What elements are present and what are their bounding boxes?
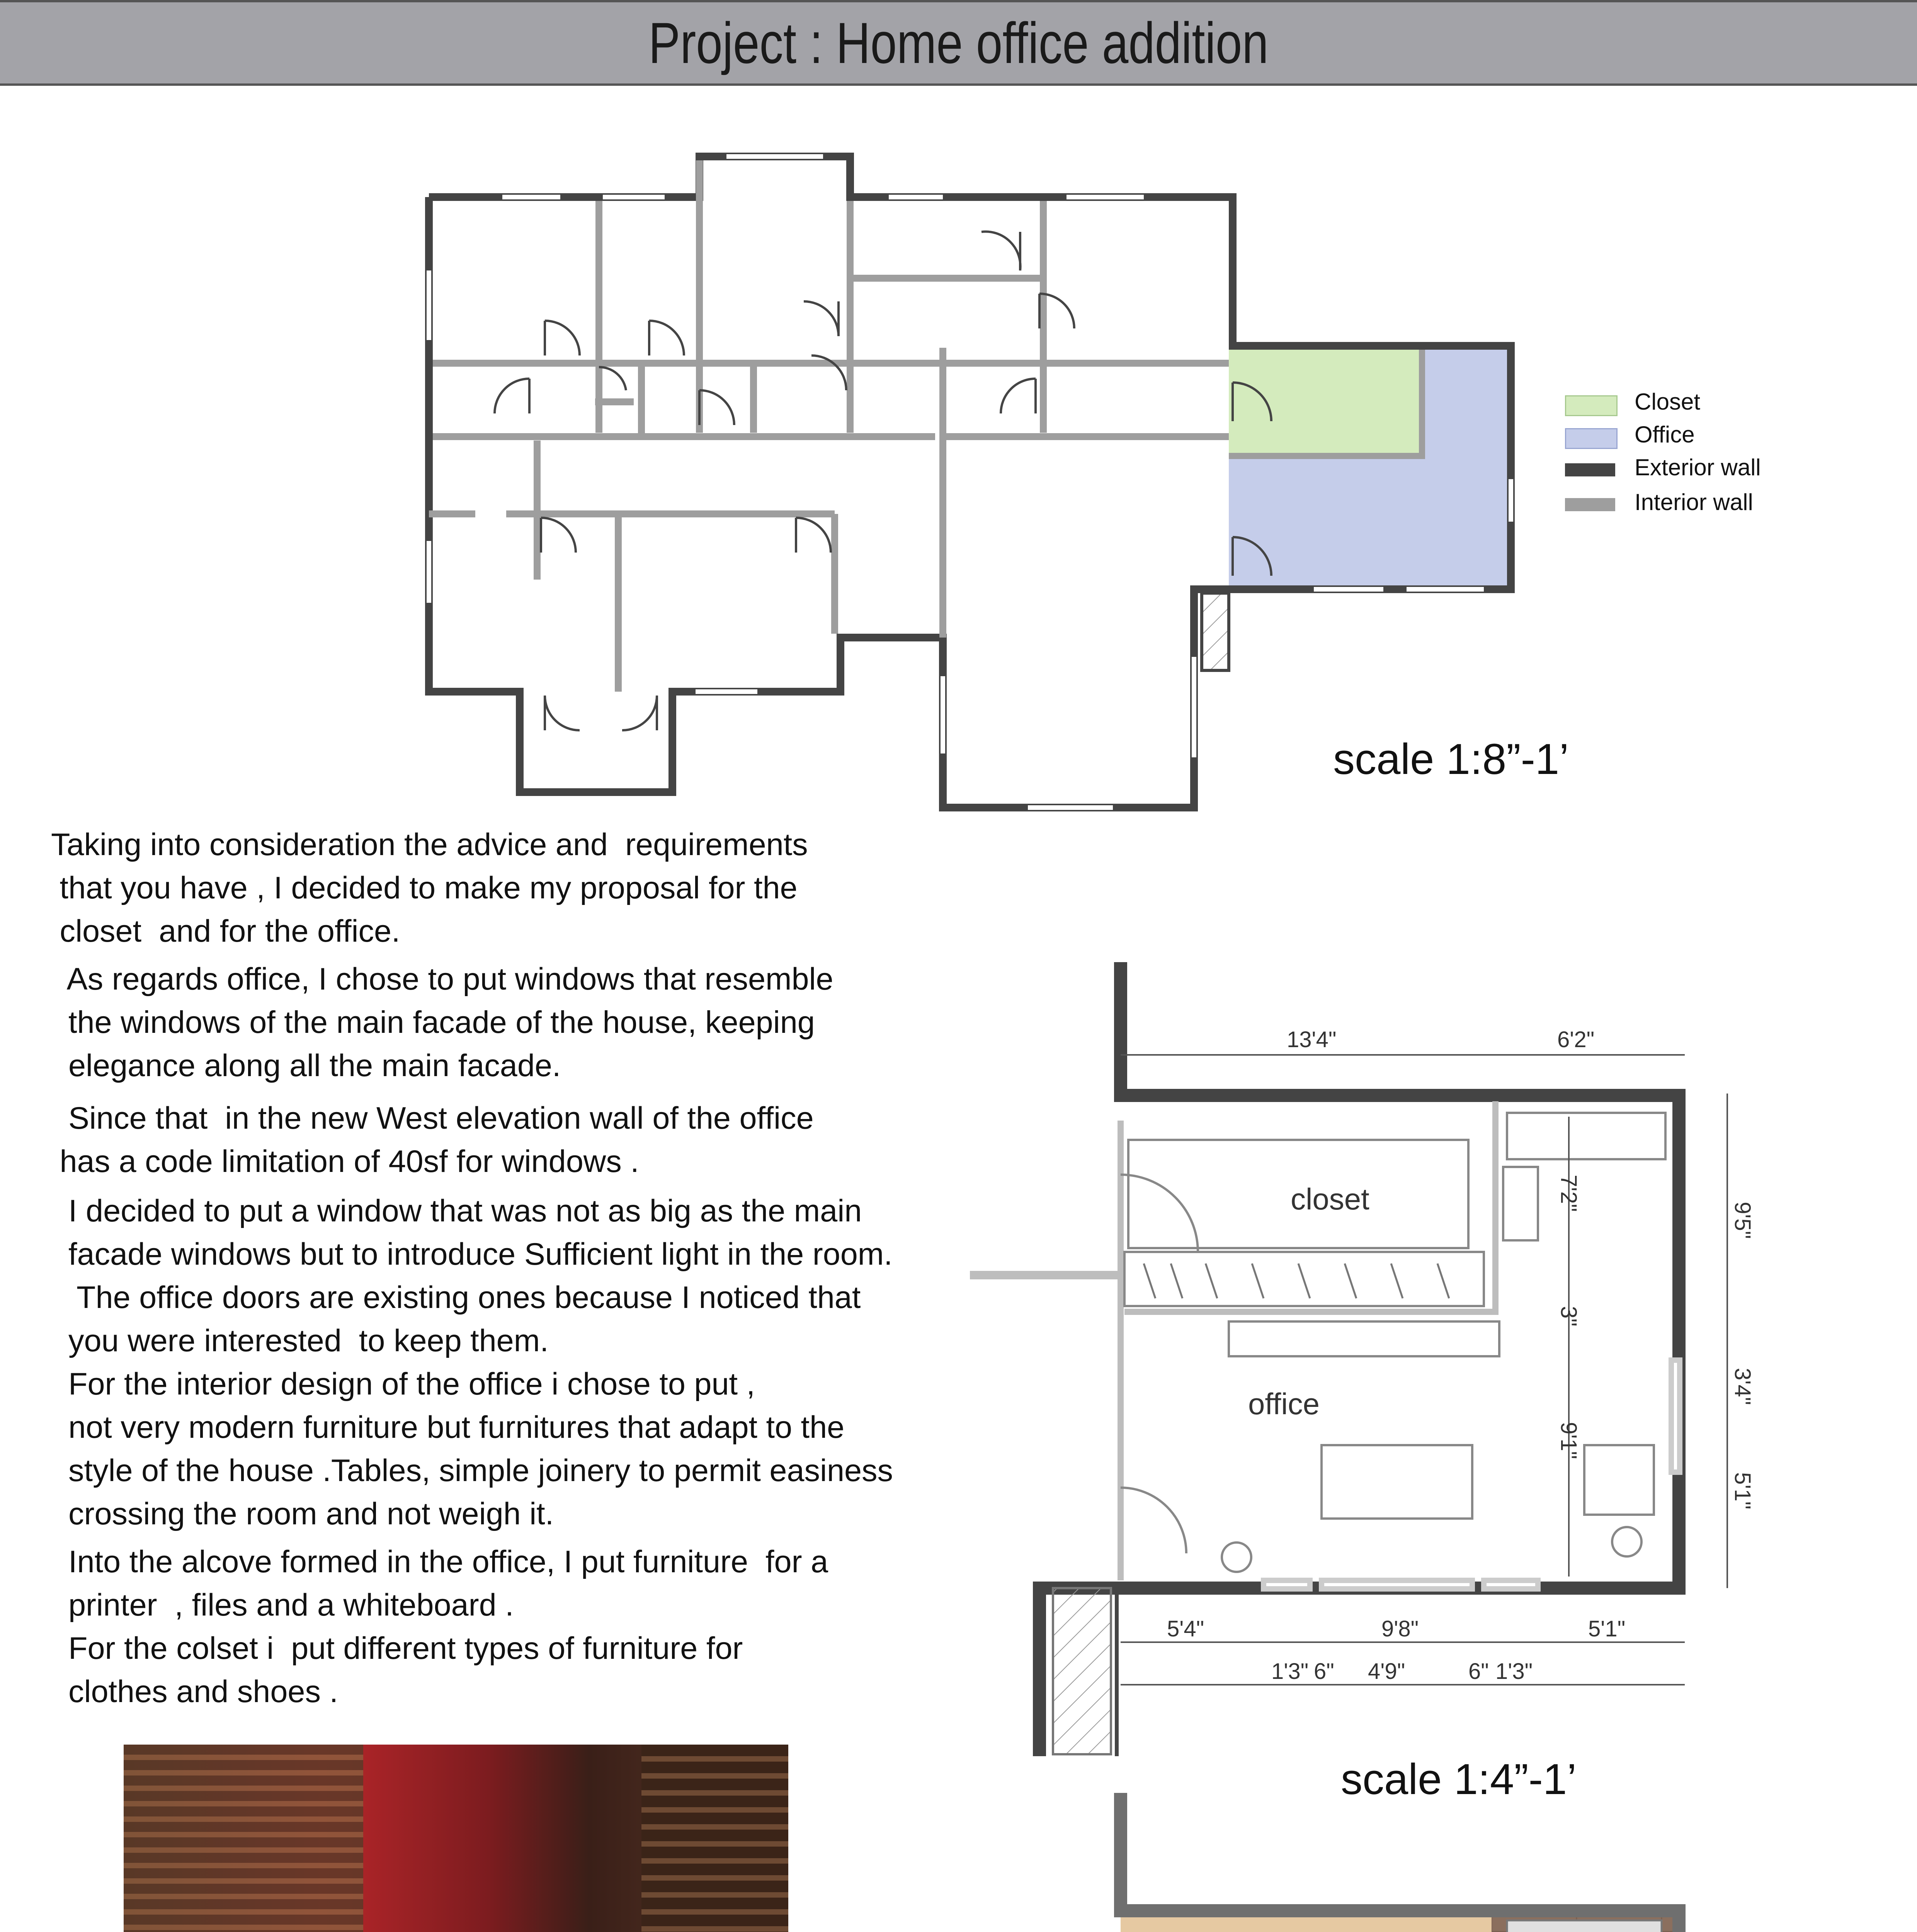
legend-closet-swatch bbox=[1565, 395, 1618, 416]
render-plan bbox=[893, 1793, 1680, 1932]
dim-bottom-d: 1'3" bbox=[1271, 1659, 1309, 1684]
description-line: not very modern furniture but furnitures that adapt to the bbox=[51, 1410, 845, 1445]
description-line: has a code limitation of 40sf for windows . bbox=[51, 1144, 639, 1179]
dim-inner-b: 3" bbox=[1556, 1306, 1581, 1327]
dim-inner-c: 9'1" bbox=[1556, 1422, 1581, 1459]
description-line: closet and for the office. bbox=[51, 914, 400, 949]
dim-top-b: 6'2" bbox=[1557, 1027, 1595, 1052]
description-line: For the interior design of the office i chose to put , bbox=[51, 1367, 755, 1401]
description-line: that you have , I decided to make my proposal for the bbox=[51, 871, 798, 905]
legend-interior-wall-label: Interior wall bbox=[1635, 489, 1753, 515]
dim-bottom-c: 5'1" bbox=[1588, 1616, 1626, 1641]
description-line: elegance along all the main facade. bbox=[51, 1048, 561, 1083]
dim-bottom-h: 1'3" bbox=[1495, 1659, 1533, 1684]
dim-bottom-e: 6" bbox=[1314, 1659, 1334, 1684]
legend-interior-wall-swatch bbox=[1565, 498, 1615, 511]
description-line: style of the house .Tables, simple joinery to permit easiness bbox=[51, 1453, 893, 1488]
page-title: Project : Home office addition bbox=[648, 10, 1269, 75]
site-plan-scale: scale 1:8”-1’ bbox=[1333, 735, 1569, 783]
description-text bbox=[51, 823, 986, 1713]
description-line: As regards office, I chose to put windows that resemble bbox=[51, 962, 833, 997]
dim-right-b: 3'4" bbox=[1730, 1368, 1755, 1405]
dim-bottom-g: 6" bbox=[1468, 1659, 1489, 1684]
description-line: the windows of the main facade of the house, keeping bbox=[51, 1005, 815, 1040]
dim-bottom-f: 4'9" bbox=[1368, 1659, 1405, 1684]
description-line: crossing the room and not weigh it. bbox=[51, 1497, 554, 1531]
description-line: you were interested to keep them. bbox=[51, 1323, 549, 1358]
legend-closet-label: Closet bbox=[1635, 389, 1701, 415]
closet-render-image bbox=[124, 1745, 788, 1932]
floor-plan-scale: scale 1:4”-1’ bbox=[1341, 1755, 1577, 1803]
legend-office-swatch bbox=[1565, 428, 1618, 449]
description-line: The office doors are existing ones because I noticed that bbox=[51, 1280, 861, 1315]
description-line: Taking into consideration the advice and requirements bbox=[51, 827, 808, 862]
office-room-label: office bbox=[1248, 1387, 1320, 1421]
dim-bottom-b: 9'8" bbox=[1381, 1616, 1419, 1641]
dim-top-a: 13'4" bbox=[1287, 1027, 1337, 1052]
dim-right-c: 5'1" bbox=[1730, 1472, 1755, 1510]
description-line: Since that in the new West elevation wall of the office bbox=[51, 1101, 814, 1136]
dim-inner-a: 7'2" bbox=[1556, 1175, 1581, 1212]
closet-room-label: closet bbox=[1291, 1182, 1369, 1216]
floor-plan bbox=[970, 962, 1755, 1756]
description-line: printer , files and a whiteboard . bbox=[51, 1588, 514, 1622]
site-plan bbox=[429, 156, 1511, 808]
dim-right-a: 9'5" bbox=[1730, 1202, 1755, 1239]
dim-bottom-a: 5'4" bbox=[1167, 1616, 1204, 1641]
description-line: facade windows but to introduce Sufficient light in the room. bbox=[51, 1237, 893, 1272]
legend-exterior-wall-label: Exterior wall bbox=[1635, 454, 1761, 480]
description-line: I decided to put a window that was not as big as the main bbox=[51, 1194, 862, 1228]
description-line: clothes and shoes . bbox=[51, 1674, 338, 1709]
description-line: Into the alcove formed in the office, I put furniture for a bbox=[51, 1544, 828, 1579]
description-line: For the colset i put different types of furniture for bbox=[51, 1631, 743, 1666]
legend-office-label: Office bbox=[1635, 422, 1695, 447]
legend-exterior-wall-swatch bbox=[1565, 463, 1615, 476]
